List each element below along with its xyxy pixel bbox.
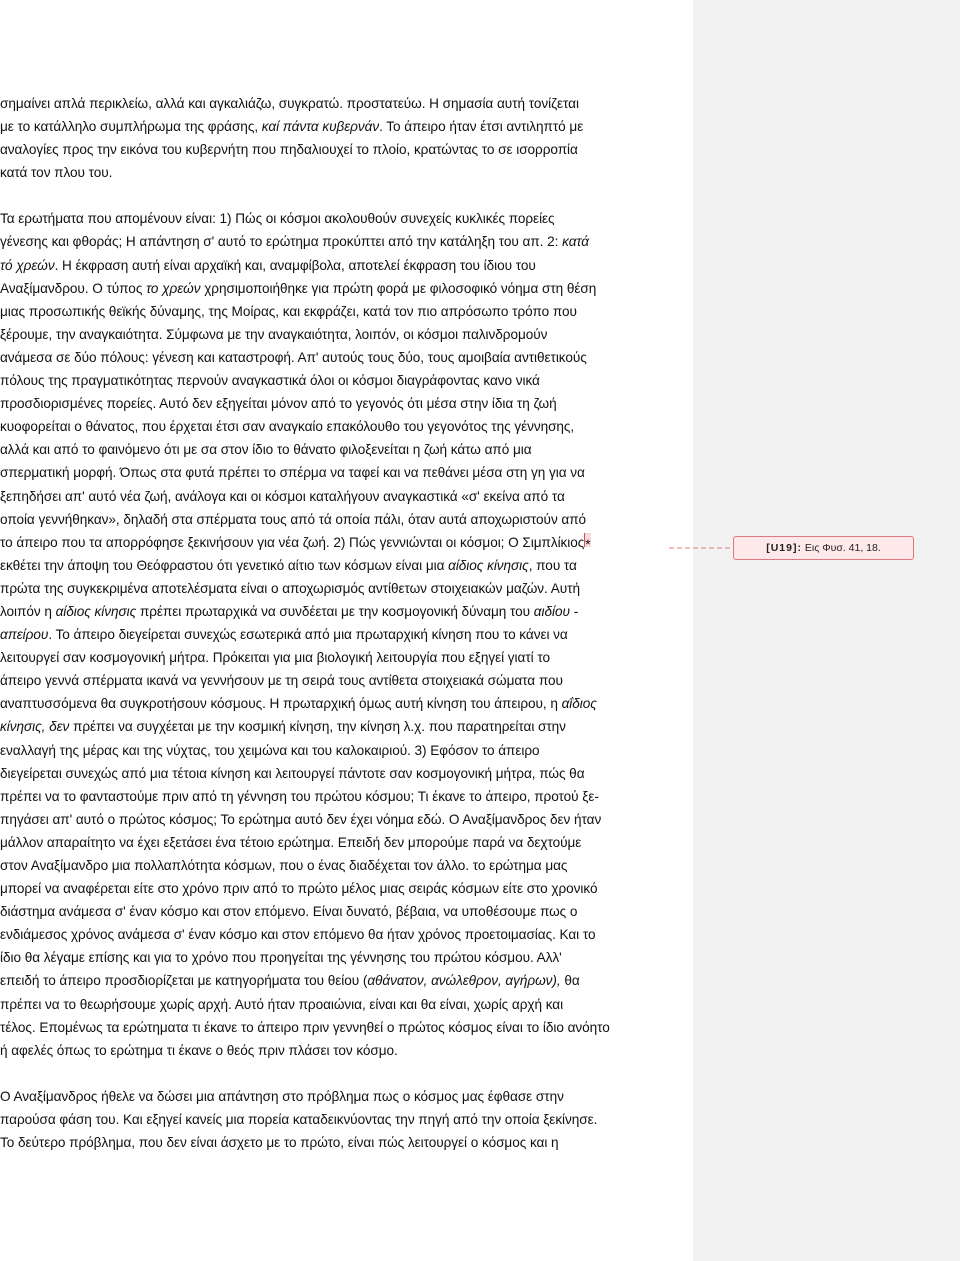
text-line: λειτουργεί σαν κοσμογονική μήτρα. Πρόκειται για μια βιολογική λειτουργία που εξηγεί γιατί το [0,650,550,666]
text-line: στον Αναξίμανδρο μια πολλαπλότητα κόσμων, που ο ένας διαδέχεται τον άλλο. το ερώτημα μας [0,858,568,873]
text-span: . Το άπειρο διεγείρεται συνεχώς εσωτερικά από μια πρωταρχική κίνηση που το κάνει να [48,627,568,643]
comment-anchor[interactable] [584,533,591,552]
text-line: κατά τον πλου του. [0,165,113,181]
italic-span: το χρεών [146,280,201,296]
text-span: . Η έκφραση αυτή είναι αρχαϊκή και, αναμφίβολα, αποτελεί έκφραση του ίδιου του [54,257,536,273]
comment-anchor-star: * [585,536,591,552]
paragraph-2 [0,207,685,1061]
text-line: πηγάσει απ' αυτό ο πρώτος κόσμος; Το ερώτημα αυτό δεν έχει νόημα εδώ. Ο Αναξίμανδρος δεν ήταν [0,811,602,827]
italic-span: αίδιος κίνησις [55,603,137,619]
italic-span: αιδίου - [533,603,579,619]
text-line: κυοφορείται ο θάνατος, που έρχεται έτσι σαν αναγκαίο επακόλουθο του γεγονότος της γέννησης, [0,419,575,435]
text-line [0,969,685,992]
italic-span: κατά [562,234,589,250]
text-line [0,277,685,300]
text-span: Αναξίμανδρου. Ο τύπος [0,280,147,296]
text-line: μιας προσωπικής θεϊκής δύναμης, της Μοίρας, και εκφράζει, κατά τον πιο απρόσωπο τρόπο που [0,303,577,319]
text-line: οποία γεννήθηκαν», δηλαδή στα σπέρματα τους από τά οποία πάλι, όταν αυτά αποχωριστούν από [0,511,587,527]
text-span: , που τα [528,557,577,573]
text-line: ξεπηδήσει απ' αυτό νέα ζωή, ανάλογα και οι κόσμοι καταλήγουν αναγκαστικά «σ' εκείνα από τα [0,488,565,504]
text-line [0,623,685,646]
italic-span: καί πάντα κυβερνάν [261,119,380,135]
text-span: αναπτυσσόμενα θα συγκροτήσουν κόσμους. Η πρωταρχική όμως αυτή κίνηση του άπειρου, η [0,696,562,712]
text-line [0,254,685,277]
text-line [0,600,685,623]
paragraph-1 [0,92,685,184]
italic-span: αΐδιος [561,696,597,712]
text-line: αναλογίες προς την εικόνα του κυβερνήτη που πηδαλιουχεί το πλοίο, κρατώντας το σε ισορροπία [0,142,578,158]
text-span: χρησιμοποιήθηκε για πρώτη φορά με φιλοσοφικό νόημα στη θέση [200,280,597,296]
text-line: παρούσα φάση του. Και εξηγεί κανείς μια πορεία καταδεικνύοντας την πηγή από την οποία ξεκίνησε. [0,1111,598,1127]
text-line: πρέπει να το φανταστούμε πριν από τη γέννηση του πρώτου κόσμου; Τι έκανε το άπειρο, προτού ξε- [0,788,599,804]
text-span: επειδή το άπειρο προσδιορίζεται με κατηγορήματα του θείου ( [0,973,368,989]
italic-span: απείρου [0,627,49,643]
text-span: με το κατάλληλο συμπλήρωμα της φράσης, [0,119,262,135]
text-line: τέλος. Επομένως τα ερώτηματα τι έκανε το άπειρο πριν γεννηθεί ο πρώτος κόσμος είναι το ίδιο ανόητο [0,1019,610,1035]
text-line [0,230,685,253]
text-line [0,531,685,554]
text-line: Το δεύτερο πρόβλημα, που δεν είναι άσχετο με το πρώτο, είναι πώς λειτουργεί ο κόσμος και η [0,1135,559,1151]
text-line: Ο Αναξίμανδρος ήθελε να δώσει μια απάντηση στο πρόβλημα πως ο κόσμος μας έφθασε στην [0,1088,564,1104]
text-line: πόλους της πραγματικότητας περνούν αναγκαστικά όλοι οι κόσμοι διαγράφοντας κανο νικά [0,373,540,389]
document-body [0,92,685,1154]
text-line [0,715,685,738]
text-line [0,692,685,715]
text-line: αλλά και από το φαινόμενο ότι με σα στον ίδιο το θάνατο φιλοξενείται η ζωή κάτω από μια [0,442,532,458]
text-line: σημαίνει απλά περικλείω, αλλά και αγκαλιάζω, συγκρατώ. προστατεύω. Η σημασία αυτή τονίζεται [0,96,579,111]
text-span: . Το άπειρο ήταν έτσι αντιληπτό με [379,119,584,135]
comment-balloon[interactable] [733,536,914,560]
text-line [0,115,685,138]
text-line: σπερματική μορφή. Όπως στα φυτά πρέπει το σπέρμα να ταφεί και να πεθάνει μέσα στη γη για να [0,465,585,481]
text-line: μάλλον απαραίτητο να έχει εξετάσει ένα τέτοιο ερώτημα. Επειδή δεν μπορούμε παρά να δεχτούμε [0,834,582,850]
text-line: ανάμεσα σε δύο πόλους: γένεση και καταστροφή. Απ' αυτούς τους δύο, τους αμοιβαία αντιθετικούς [0,349,587,365]
text-span: πρέπει να συγχέεται με την κοσμική κίνηση, την κίνηση λ.χ. που παρατηρείται στην [69,719,566,735]
text-span: πρέπει πρωταρχικά να συνδέεται με την κοσμογονική δύναμη του [136,603,534,619]
paragraph-3 [0,1085,685,1154]
text-line: διάστημα ανάμεσα σ' έναν κόσμο και στον επόμενο. Είναι δυνατό, βέβαια, να υποθέσουμε πως ο [0,904,578,920]
text-line: πρώτα της συγκεκριμένα αποτελέσματα είναι ο αποχωρισμός αντίθετων στοιχειακών μαζών. Αυτή [0,580,580,596]
text-line: ίδιο θα λέγαμε επίσης και για το χρόνο που προηγείται της γέννησης του πρώτου κόσμου. Αλλ' [0,950,562,966]
text-line: προσδιορισμένες πορείες. Αυτό δεν εξηγείται μόνον από το γεγονός ότι μέσα στην ίδια τη ζωή [0,396,557,412]
text-line: άπειρο γεννά σπέρματα ικανά να γεννήσουν με τη σειρά τους αντίθετα στοιχειακά σώματα που [0,673,563,689]
text-span: το άπειρο που τα απορρόφησε ξεκινήσουν για νέα ζωή. 2) Πώς γεννιώνται οι κόσμοι; Ο Σιμπλίκιος [0,534,585,550]
text-line: Τα ερωτήματα που απομένουν είναι: 1) Πώς οι κόσμοι ακολουθούν συνεχείς κυκλικές πορείες [0,211,555,227]
comment-pane [693,0,960,1261]
comment-tag: [U19]: [766,542,802,554]
text-line: διεγείρεται συνεχώς από μια τέτοια κίνηση και λειτουργεί πάντοτε σαν κοσμογονική μήτρα, πώς θα [0,765,585,781]
text-line: ενδιάμεσος χρόνος ανάμεσα σ' έναν κόσμο και στον επόμενο θα ήταν χρόνος προετοιμασίας. Και το [0,927,596,943]
italic-span: αίδιος κίνησις [448,557,529,573]
comment-text: Εις Φυσ. 41, 18. [801,542,881,554]
text-span: θα [560,973,580,989]
text-span: γένεσης και φθοράς; Η απάντηση σ' αυτό το ερώτημα προκύπτει από την κατάληξη του απ. 2: [0,234,563,250]
text-line: ή αφελές όπως το ερώτημα τι έκανε ο θεός πριν πλάσει τον κόσμο. [0,1042,398,1058]
text-line: πρέπει να το θεωρήσουμε χωρίς αρχή. Αυτό ήταν προαιώνια, είναι και θα είναι, χωρίς αρχή και [0,996,564,1012]
text-span: λοιπόν η [0,603,56,619]
italic-span: αθάνατον, ανώλεθρον, αγήρων), [367,973,561,989]
text-line [0,554,685,577]
text-span: εκθέτει την άποψη του Θεόφραστου ότι γενετικό αίτιο των κόσμων είναι μια [0,557,449,573]
text-line: ξέρουμε, την αναγκαιότητα. Σύμφωνα με την αναγκαιότητα, λοιπόν, οι κόσμοι παλινδρομούν [0,326,548,342]
text-line: εναλλαγή της μέρας και της νύχτας, του χειμώνα και του καλοκαιριού. 3) Εφόσον το άπειρο [0,742,540,758]
italic-span: τό χρεών [0,257,55,273]
italic-span: κίνησις, δεν [0,719,70,735]
text-line: μπορεί να αναφέρεται είτε στο χρόνο πριν από το πρώτο μέλος μιας σειράς κόσμων είτε στο χρονικό [0,881,598,897]
